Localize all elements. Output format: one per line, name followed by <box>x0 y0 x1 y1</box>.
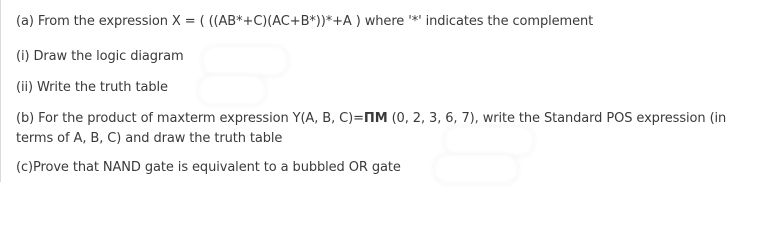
question-a-text: (a) From the expression X = ( ((AB*+C)(AC+B*))*+A ) where '*' indicates the complement <box>16 14 594 29</box>
question-a-part-ii: (ii) Write the truth table <box>16 80 168 95</box>
left-border <box>0 0 1 182</box>
question-c-text: (c)Prove that NAND gate is equivalent to a bubbled OR gate <box>16 160 401 175</box>
question-a-part-i: (i) Draw the logic diagram <box>16 49 184 64</box>
redaction-blur <box>448 130 530 152</box>
question-b-line-2: terms of A, B, C) and draw the truth table <box>16 131 283 146</box>
question-b-text-end: (0, 2, 3, 6, 7), write the Standard POS expression (in <box>387 111 727 126</box>
question-b-line-1 <box>16 110 726 128</box>
redaction-blur <box>438 158 514 180</box>
redaction-blur <box>202 79 262 101</box>
question-b-text-start: (b) For the product of maxterm expression Y(A, B, C)= <box>16 111 364 126</box>
redaction-blur <box>206 50 284 72</box>
product-of-maxterms-symbol: ΠM <box>363 111 388 126</box>
